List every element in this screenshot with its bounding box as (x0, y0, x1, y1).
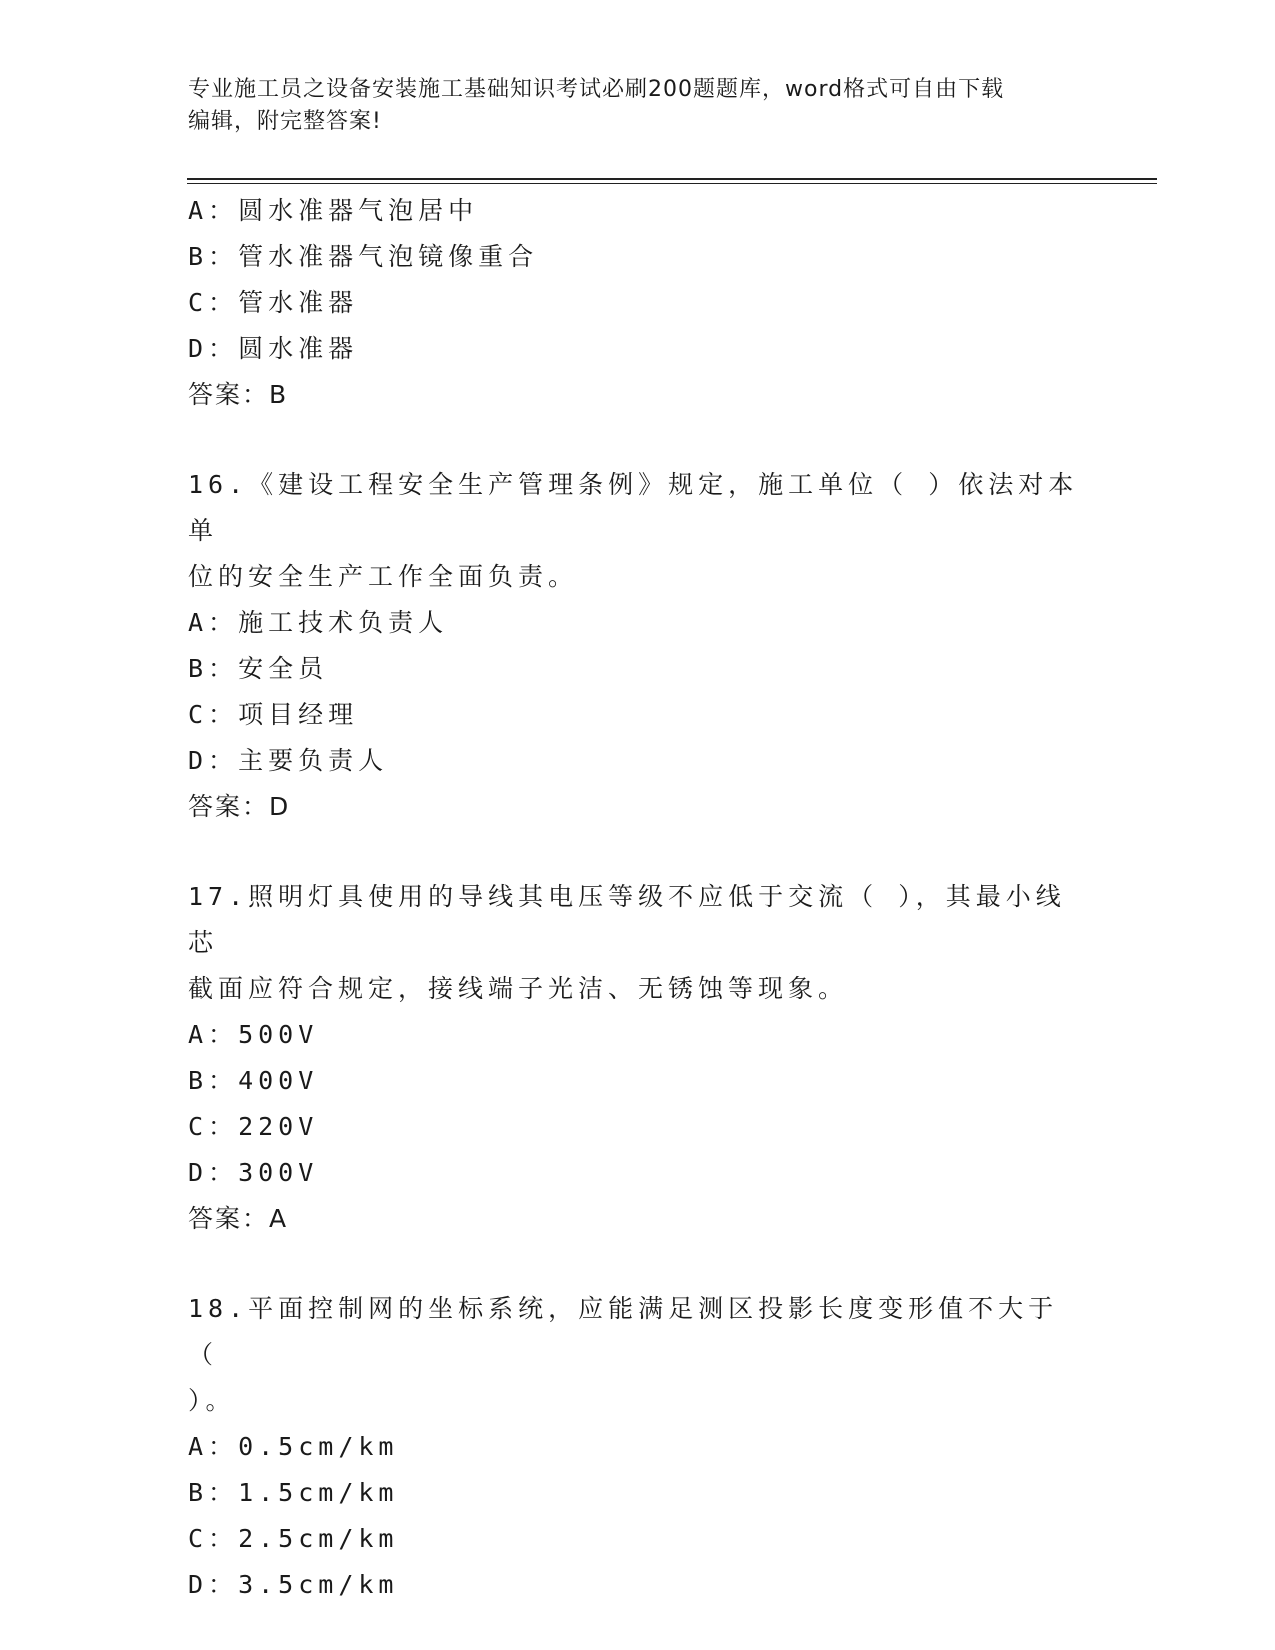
option-d: D：主要负责人 (188, 746, 389, 775)
option-a: A：圆水准器气泡居中 (188, 196, 479, 225)
question-text-line-1: 16.《建设工程安全生产管理条例》规定，施工单位（ ）依法对本单 (188, 470, 1079, 545)
option-a: A：施工技术负责人 (188, 608, 449, 637)
question-text-line-1: 18.平面控制网的坐标系统，应能满足测区投影长度变形值不大于（ (188, 1294, 1059, 1369)
option-c: C：管水准器 (188, 288, 359, 317)
header-divider (187, 178, 1157, 184)
header-line-2: 编辑，附完整答案! (188, 109, 382, 134)
question-list (188, 188, 1088, 1608)
question-spacer (188, 1242, 1088, 1286)
question-text-line-2: 位的安全生产工作全面负责。 (188, 562, 579, 591)
option-c: C：项目经理 (188, 700, 359, 729)
document-header (188, 74, 1088, 138)
question-text-line-2: 截面应符合规定，接线端子光洁、无锈蚀等现象。 (188, 974, 849, 1003)
header-line-1: 专业施工员之设备安装施工基础知识考试必刷200题题库，word格式可自由下载 (188, 77, 1005, 102)
option-c: C：2.5cm/km (188, 1524, 399, 1553)
question-15 (188, 188, 1088, 418)
option-d: D：3.5cm/km (188, 1570, 399, 1599)
question-text-line-2: ）。 (188, 1386, 236, 1415)
option-b: B：400V (188, 1066, 319, 1095)
option-c: C：220V (188, 1112, 319, 1141)
question-16 (188, 462, 1088, 830)
option-d: D：300V (188, 1158, 319, 1187)
answer: 答案：D (188, 792, 291, 821)
question-17 (188, 874, 1088, 1242)
question-18 (188, 1286, 1088, 1608)
option-a: A：500V (188, 1020, 319, 1049)
option-a: A：0.5cm/km (188, 1432, 399, 1461)
question-spacer (188, 418, 1088, 462)
answer: 答案：B (188, 380, 289, 409)
answer: 答案：A (188, 1204, 289, 1233)
option-b: B：管水准器气泡镜像重合 (188, 242, 539, 271)
question-text-line-1: 17.照明灯具使用的导线其电压等级不应低于交流（ ），其最小线芯 (188, 882, 1066, 957)
option-b: B：1.5cm/km (188, 1478, 399, 1507)
option-d: D：圆水准器 (188, 334, 359, 363)
option-b: B：安全员 (188, 654, 329, 683)
question-spacer (188, 830, 1088, 874)
